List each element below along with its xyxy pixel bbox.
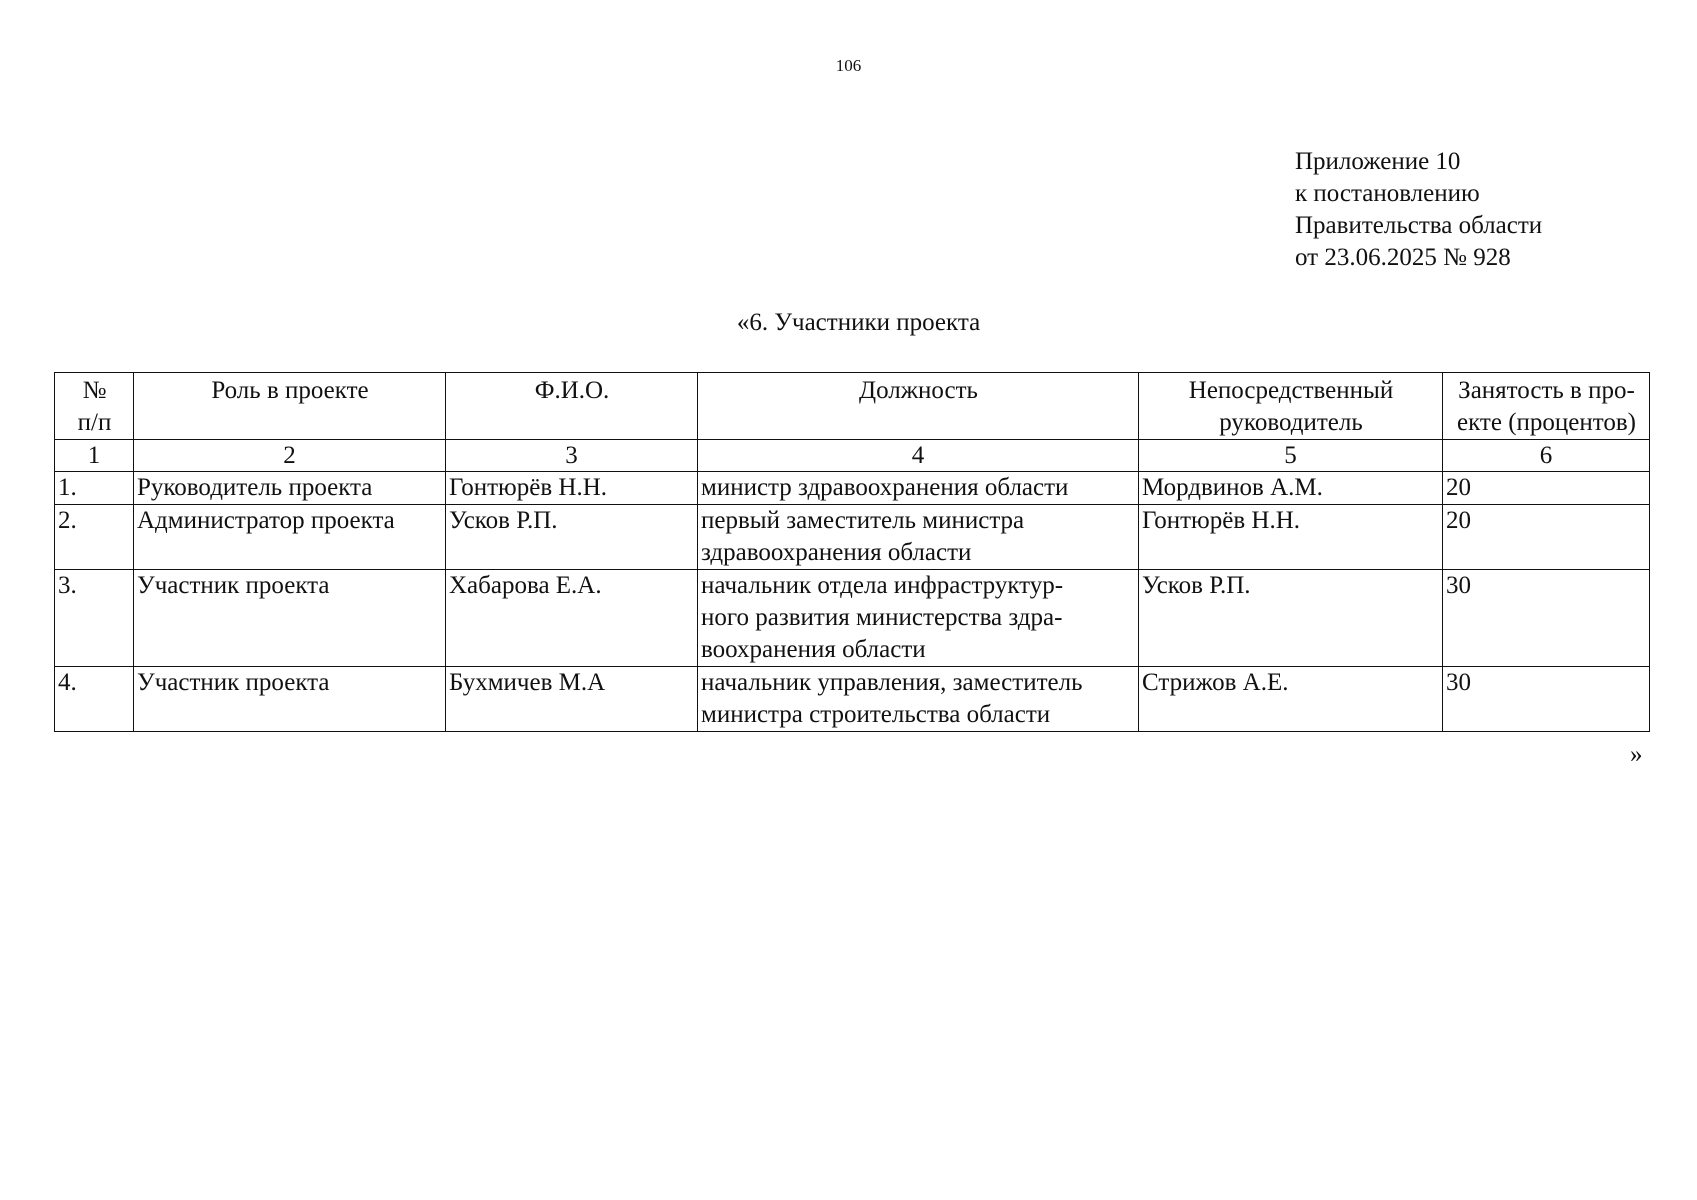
column-number: 4	[698, 440, 1139, 472]
header-text: №	[82, 377, 107, 404]
column-number: 1	[55, 440, 134, 472]
participants-table	[54, 372, 1650, 732]
header-text: п/п	[77, 409, 112, 436]
row-employment: 30	[1443, 570, 1650, 667]
row-role: Участник проекта	[134, 570, 446, 667]
header-text: Должность	[859, 377, 978, 404]
row-position	[698, 570, 1139, 667]
appendix-title: Приложение 10	[1295, 148, 1461, 175]
position-line: первый заместитель министра	[701, 507, 1025, 534]
row-employment: 20	[1443, 472, 1650, 505]
position-line: начальник управления, заместитель	[701, 669, 1083, 696]
row-supervisor: Стрижов А.Е.	[1139, 667, 1443, 732]
row-role: Участник проекта	[134, 667, 446, 732]
row-supervisor: Гонтюрёв Н.Н.	[1139, 505, 1443, 570]
header-text: Роль в проекте	[211, 377, 369, 404]
header-position	[698, 373, 1139, 440]
row-role: Администратор проекта	[134, 505, 446, 570]
row-number: 1.	[55, 472, 134, 505]
row-number: 2.	[55, 505, 134, 570]
header-supervisor	[1139, 373, 1443, 440]
header-employment	[1443, 373, 1650, 440]
page-number: 106	[835, 56, 862, 75]
header-role	[134, 373, 446, 440]
appendix-block	[1295, 146, 1542, 274]
header-text: Занятость в про-	[1458, 377, 1635, 404]
table-row	[55, 472, 1650, 505]
table-row	[55, 570, 1650, 667]
row-supervisor: Усков Р.П.	[1139, 570, 1443, 667]
row-role: Руководитель проекта	[134, 472, 446, 505]
section-title: «6. Участники проекта	[736, 309, 981, 336]
header-number	[55, 373, 134, 440]
closing-quote-mark: »	[1630, 741, 1643, 768]
row-position	[698, 472, 1139, 505]
row-number: 3.	[55, 570, 134, 667]
row-position	[698, 505, 1139, 570]
table-header-row	[55, 373, 1650, 440]
row-name: Гонтюрёв Н.Н.	[446, 472, 698, 505]
appendix-reference: к постановлению	[1295, 180, 1480, 207]
column-number-row	[55, 440, 1650, 472]
row-name: Усков Р.П.	[446, 505, 698, 570]
column-number: 3	[446, 440, 698, 472]
header-name	[446, 373, 698, 440]
column-number: 2	[134, 440, 446, 472]
position-line: министр здравоохранения области	[701, 474, 1069, 501]
row-employment: 20	[1443, 505, 1650, 570]
position-line: воохранения области	[701, 636, 926, 663]
header-text: руководитель	[1219, 409, 1363, 436]
column-number: 6	[1443, 440, 1650, 472]
header-text: екте (процентов)	[1457, 409, 1636, 436]
row-number: 4.	[55, 667, 134, 732]
appendix-date-number: от 23.06.2025 № 928	[1295, 244, 1511, 271]
row-employment: 30	[1443, 667, 1650, 732]
position-line: здравоохранения области	[701, 539, 972, 566]
position-line: начальник отдела инфраструктур-	[701, 572, 1064, 599]
header-text: Ф.И.О.	[534, 377, 610, 404]
position-line: министра строительства области	[701, 701, 1051, 728]
position-line: ного развития министерства здра-	[701, 604, 1063, 631]
appendix-authority: Правительства области	[1295, 212, 1543, 239]
column-number: 5	[1139, 440, 1443, 472]
row-position	[698, 667, 1139, 732]
table-row	[55, 505, 1650, 570]
row-name: Бухмичев М.А	[446, 667, 698, 732]
row-supervisor: Мордвинов А.М.	[1139, 472, 1443, 505]
header-text: Непосредственный	[1188, 377, 1394, 404]
table-row	[55, 667, 1650, 732]
row-name: Хабарова Е.А.	[446, 570, 698, 667]
